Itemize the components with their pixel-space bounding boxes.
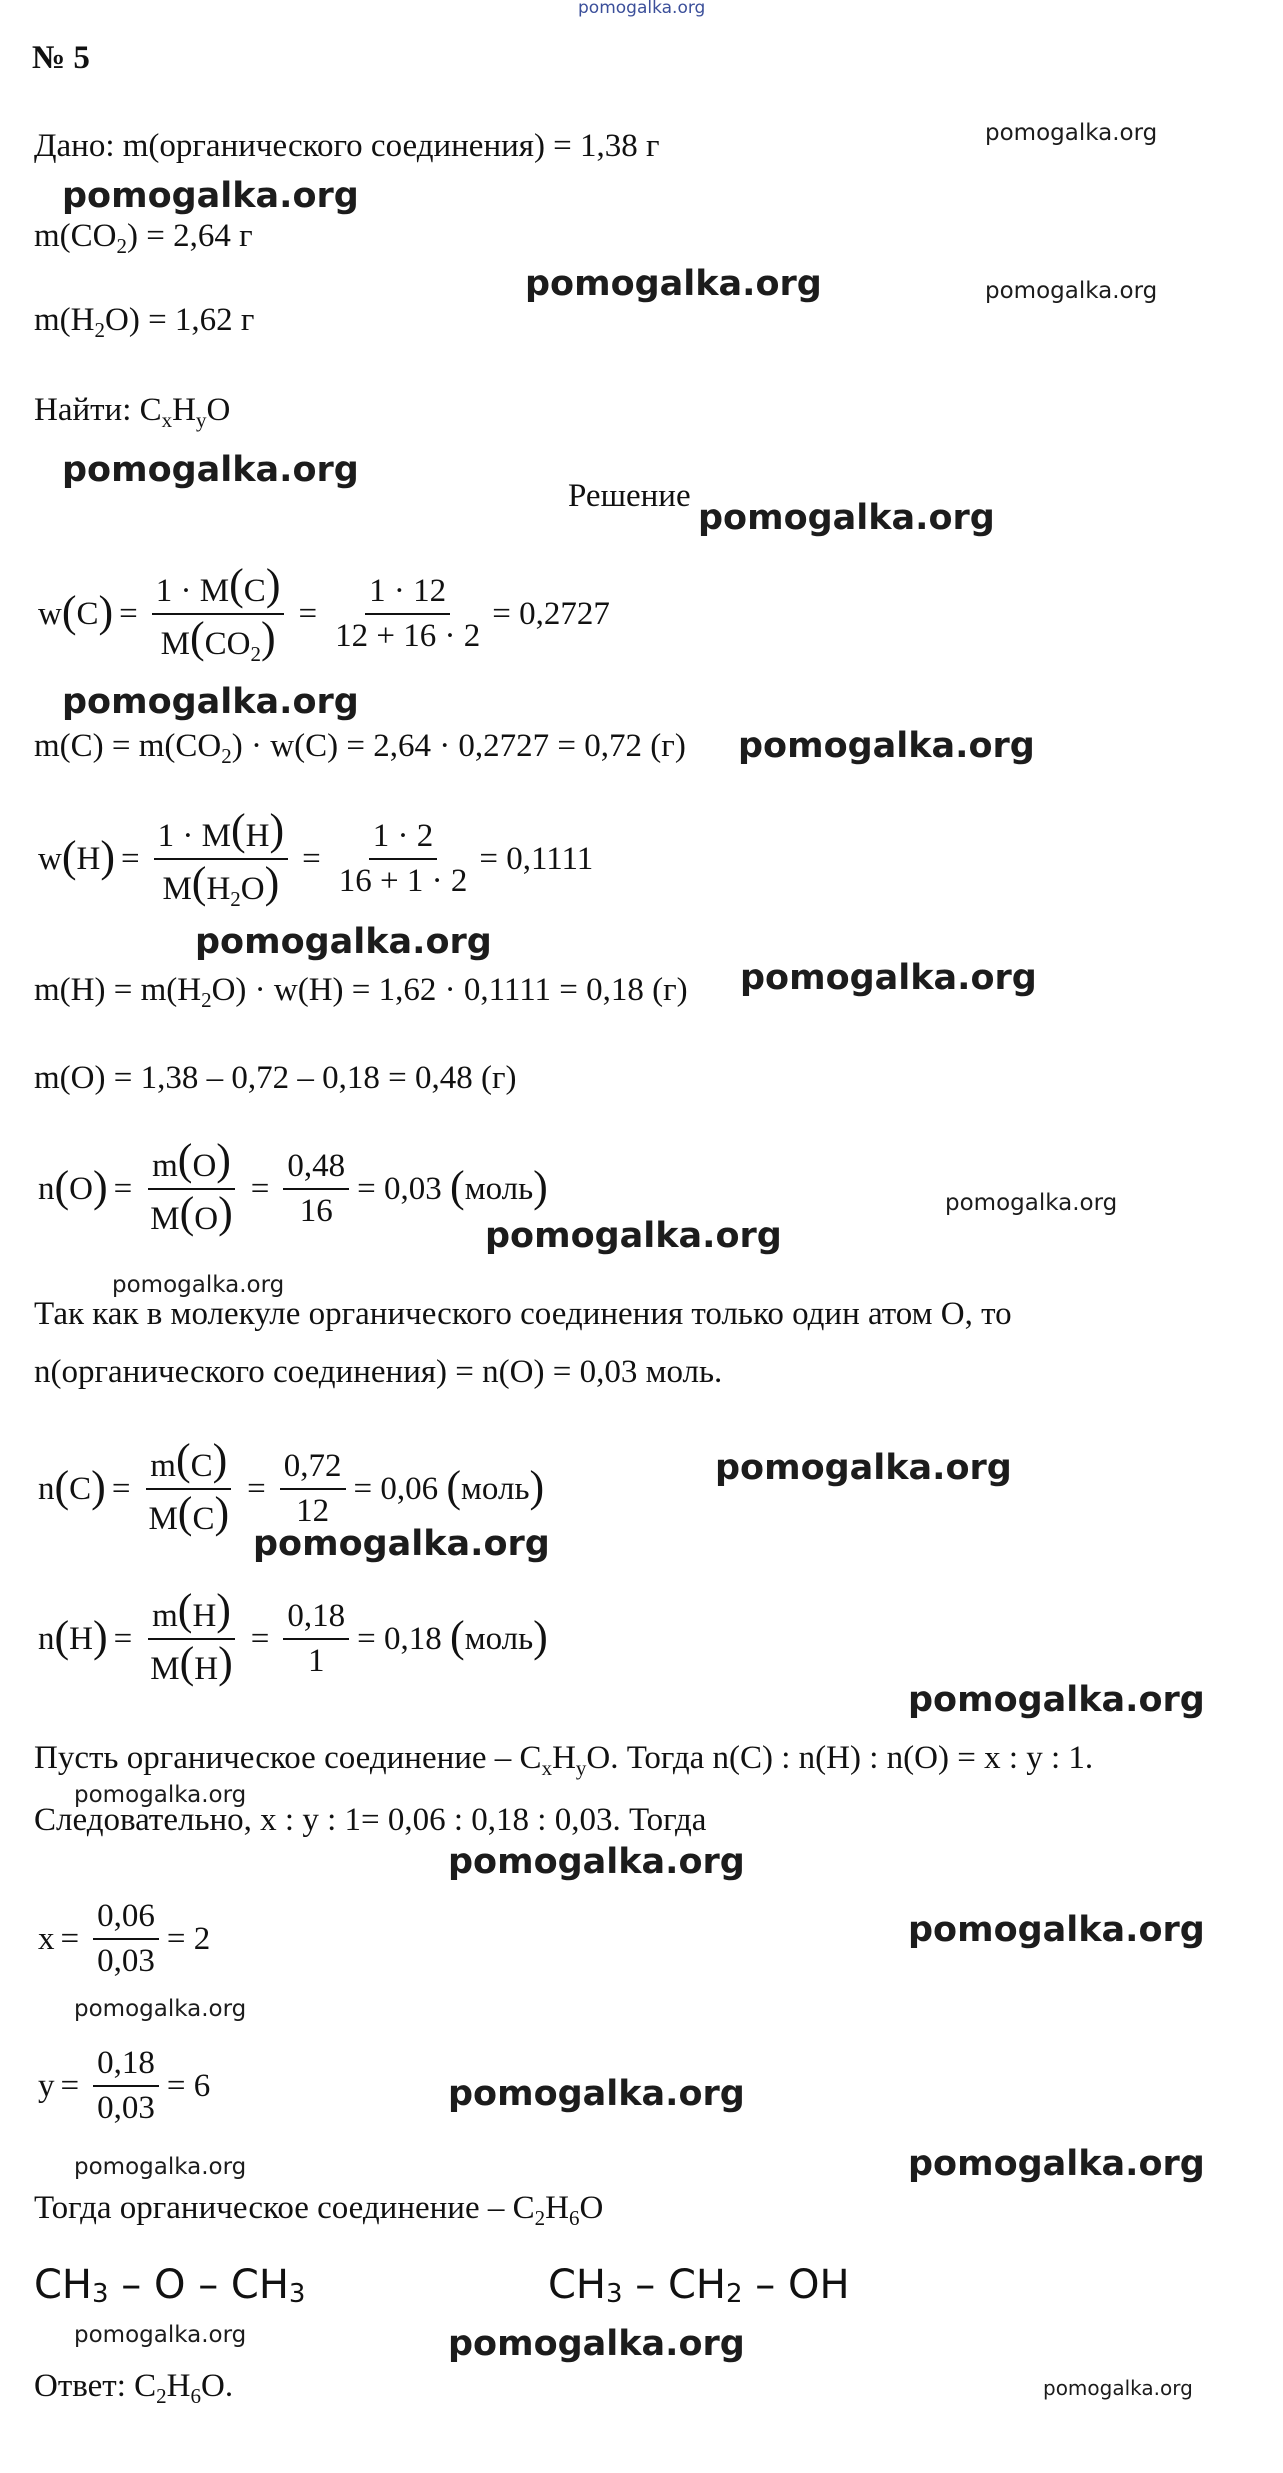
watermark: pomogalka.org <box>908 2144 1205 2184</box>
watermark: pomogalka.org <box>74 1996 247 2022</box>
text-moles-organic: n(органического соединения) = n(O) = 0,03 моль. <box>34 1354 723 1390</box>
answer: Ответ: $C_2H_6O$. <box>34 2368 234 2408</box>
watermark: pomogalka.org <box>253 1524 550 1564</box>
watermark: pomogalka.org <box>448 2074 745 2114</box>
mass-oxygen: m(O) = 1,38 – 0,72 – 0,18 = 0,48 (г) <box>34 1060 517 1096</box>
watermark: pomogalka.org <box>74 2322 247 2348</box>
watermark-top: pomogalka.org <box>578 0 706 18</box>
watermark: pomogalka.org <box>62 682 359 722</box>
find-formula: Найти: $C_xH_yO$ <box>34 392 231 432</box>
formula-w-hydrogen: w ( H ) = $\frac{1 \cdot M(H)}{M(H_2O)}$ = $\frac{1 \cdot 2}{16 + 1 \cdot 2}$ = 0,1111 <box>38 805 594 911</box>
watermark: pomogalka.org <box>698 498 995 538</box>
formula-n-oxygen: n ( O ) = $\frac{m(O)}{M(O)}$ = $\frac{0,48}{16}$ = 0,03 ( моль ) <box>38 1135 548 1237</box>
text-let-formula: Пусть органическое соединение – $C_xH_yO$. Тогда n(C) : n(H) : n(O) = x : y : 1. <box>34 1740 1094 1780</box>
watermark: pomogalka.org <box>715 1448 1012 1488</box>
watermark: pomogalka.org <box>525 264 822 304</box>
structure-dimethyl-ether: $CH_3$ – O – $CH_3$ <box>34 2262 306 2309</box>
given-mass-co2: $m(CO_2) = 2,64$ г <box>34 218 253 258</box>
watermark: pomogalka.org <box>740 958 1037 998</box>
watermark: pomogalka.org <box>195 922 492 962</box>
watermark: pomogalka.org <box>1043 2376 1193 2400</box>
formula-n-carbon: n ( C ) = $\frac{m(C)}{M(C)}$ = $\frac{0,72}{12}$ = 0,06 ( моль ) <box>38 1435 545 1537</box>
mass-hydrogen: $m(H) = m(H_2O) \cdot w(H) = 1,62 \cdot 0,1111 = 0,18$ (г) <box>34 972 688 1012</box>
text-then-compound: Тогда органическое соединение – $C_2H_6O$ <box>34 2190 604 2230</box>
solution-heading: Решение <box>568 478 691 514</box>
watermark: pomogalka.org <box>985 120 1158 146</box>
watermark: pomogalka.org <box>738 726 1035 766</box>
watermark: pomogalka.org <box>448 1842 745 1882</box>
mass-carbon: $m(C) = m(CO_2) \cdot w(C) = 2,64 \cdot 0,2727 = 0,72$ (г) <box>34 728 686 768</box>
formula-y: y = $\frac{0,18}{0,03}$ = 6 <box>38 2045 211 2126</box>
structure-ethanol: $CH_3 - CH_2$ – OH <box>548 2262 850 2309</box>
watermark: pomogalka.org <box>945 1190 1118 1216</box>
watermark: pomogalka.org <box>62 450 359 490</box>
watermark: pomogalka.org <box>62 176 359 216</box>
text-one-oxygen-atom: Так как в молекуле органического соединения только один атом О, то <box>34 1296 1012 1332</box>
given-mass-h2o: $m(H_2O) = 1,62$ г <box>34 302 255 342</box>
watermark: pomogalka.org <box>112 1272 285 1298</box>
watermark: pomogalka.org <box>485 1216 782 1256</box>
watermark: pomogalka.org <box>448 2324 745 2364</box>
watermark: pomogalka.org <box>908 1680 1205 1720</box>
given-mass-organic: Дано: m(органического соединения) = 1,38 г <box>34 128 660 164</box>
formula-w-carbon: w ( C ) = $\frac{1 \cdot M(C)}{M(CO_2)}$ = $\frac{1 \cdot 12}{12 + 16 \cdot 2}$ = 0,2727 <box>38 560 610 666</box>
watermark: pomogalka.org <box>985 278 1158 304</box>
watermark: pomogalka.org <box>74 2154 247 2180</box>
formula-x: x = $\frac{0,06}{0,03}$ = 2 <box>38 1898 211 1979</box>
watermark: pomogalka.org <box>908 1910 1205 1950</box>
task-number: № 5 <box>32 40 90 76</box>
formula-n-hydrogen: n ( H ) = $\frac{m(H)}{M(H)}$ = $\frac{0,18}{1}$ = 0,18 ( моль ) <box>38 1585 548 1687</box>
text-hence-ratio: Следовательно, x : y : 1= 0,06 : 0,18 : 0,03. Тогда <box>34 1802 707 1838</box>
watermark: pomogalka.org <box>74 1782 247 1808</box>
